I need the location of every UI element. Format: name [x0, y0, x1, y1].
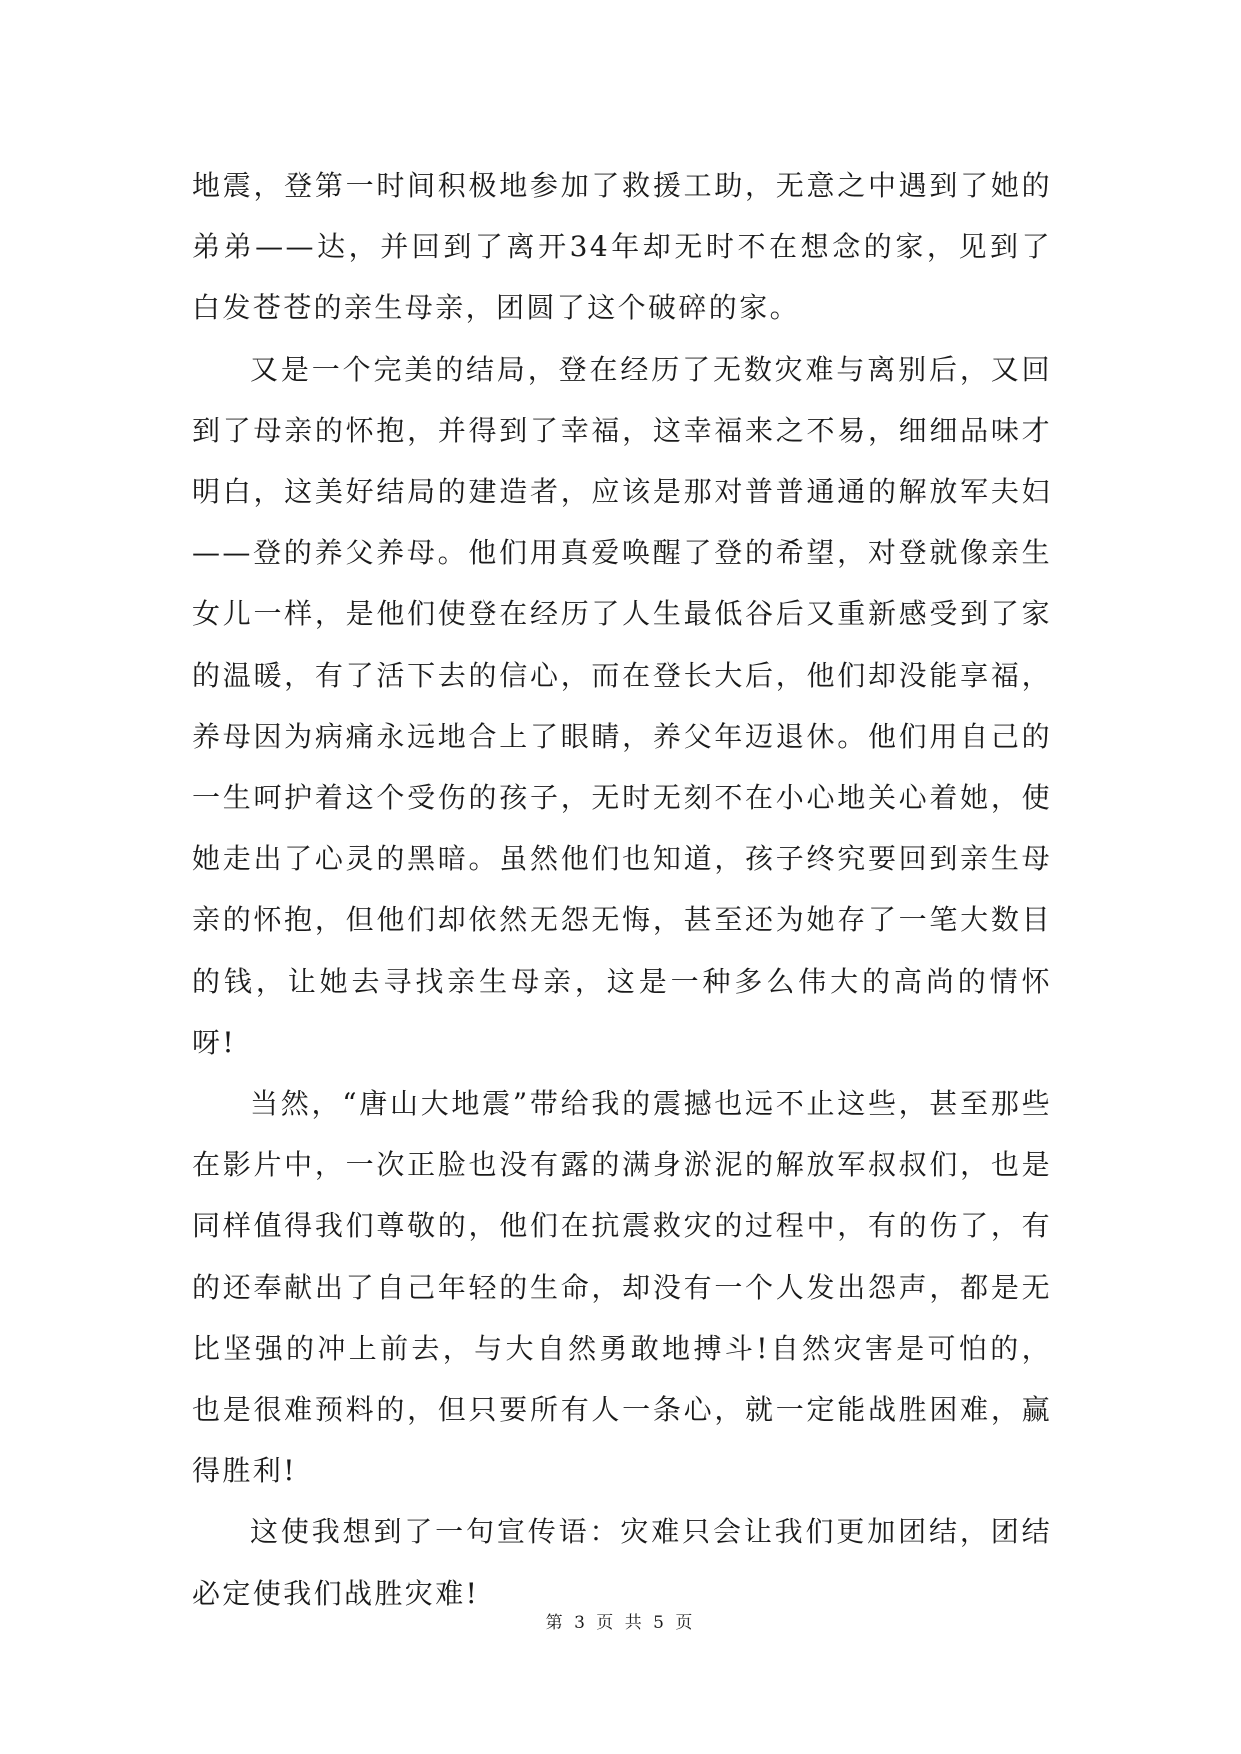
document-body [192, 155, 1052, 1624]
paragraph-2: 又是一个完美的结局，登在经历了无数灾难与离别后，又回到了母亲的怀抱，并得到了幸福，这幸福来之不易，细细品味才明白，这美好结局的建造者，应该是那对普普通通的解放军夫妇——登的养父养母。他们用真爱唤醒了登的希望，对登就像亲生女儿一样，是他们使登在经历了人生最低谷后又重新感受到了家的温暖，有了活下去的信心，而在登长大后，他们却没能享福，养母因为病痛永远地合上了眼睛，养父年迈退休。他们用自己的一生呵护着这个受伤的孩子，无时无刻不在小心地关心着她，使她走出了心灵的黑暗。虽然他们也知道，孩子终究要回到亲生母亲的怀抱，但他们却依然无怨无悔，甚至还为她存了一笔大数目的钱，让她去寻找亲生母亲，这是一种多么伟大的高尚的情怀呀! [192, 352, 1052, 1059]
paragraph-1: 地震，登第一时间积极地参加了救援工助，无意之中遇到了她的弟弟——达，并回到了离开34年却无时不在想念的家，见到了白发苍苍的亲生母亲，团圆了这个破碎的家。 [192, 169, 1052, 325]
paragraph-3: 当然，“唐山大地震”带给我的震撼也远不止这些，甚至那些在影片中，一次正脸也没有露的满身淤泥的解放军叔叔们，也是同样值得我们尊敬的，他们在抗震救灾的过程中，有的伤了，有的还奉献出了自己年轻的生命，却没有一个人发出怨声，都是无比坚强的冲上前去，与大自然勇敢地搏斗!自然灾害是可怕的，也是很难预料的，但只要所有人一条心，就一定能战胜困难，赢得胜利! [192, 1087, 1052, 1488]
paragraph-4: 这使我想到了一句宣传语：灾难只会让我们更加团结，团结必定使我们战胜灾难! [192, 1515, 1052, 1610]
page-number-footer: 第 3 页 共 5 页 [545, 1613, 696, 1633]
